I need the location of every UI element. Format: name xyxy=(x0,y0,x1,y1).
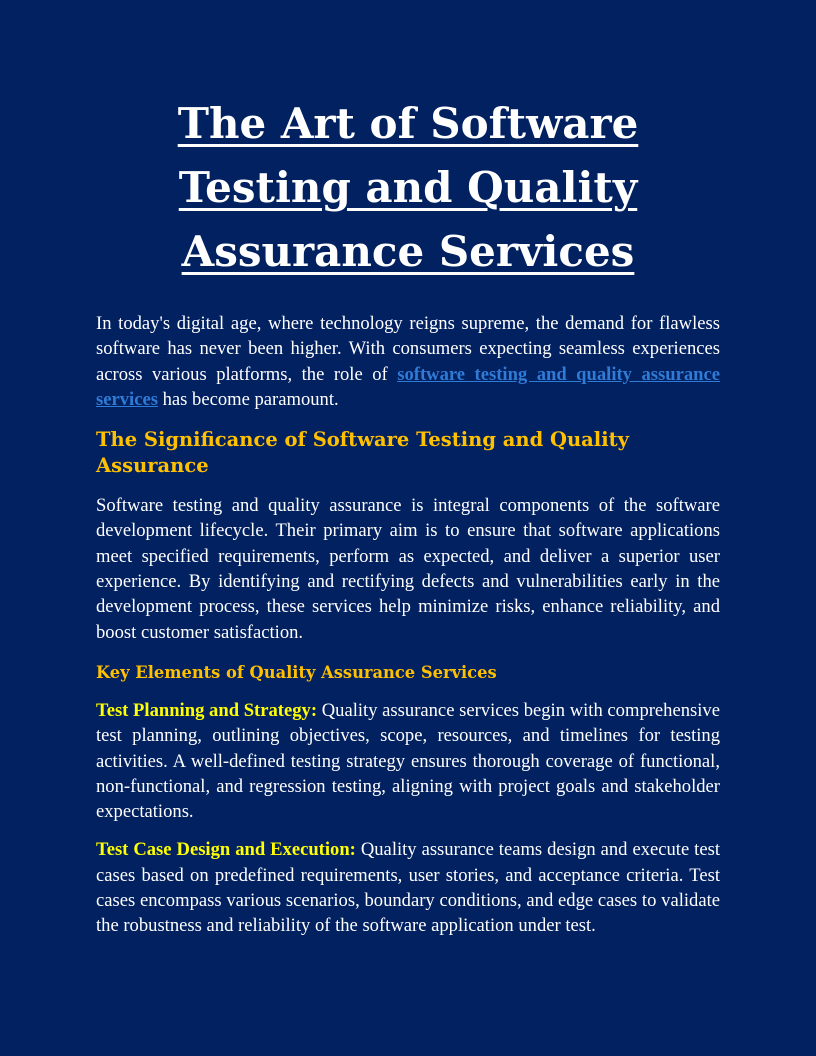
section-paragraph: Software testing and quality assurance is integral components of the software development lifecycle. Their primary aim is to ensure that software applications meet specified requirements, perform as expected, and deliver a superior user experience. By identifying and rectifying defects and vulnerabilities early in the development process, these services help minimize risks, enhance reliability, and boost customer satisfaction. xyxy=(96,495,720,643)
section-heading: The Significance of Software Testing and Quality Assurance xyxy=(96,428,629,478)
subsection-heading: Key Elements of Quality Assurance Services xyxy=(96,662,497,682)
key-element-item xyxy=(96,837,720,938)
intro-text-before-link: In today's digital age, where technology reigns supreme, the demand for flawless software has never been higher. With consumers expecting seamless experiences across various platforms, the role of xyxy=(96,313,720,385)
page-title: The Art of Software Testing and Quality Assurance Services xyxy=(177,99,639,276)
key-element-term: Test Planning and Strategy: xyxy=(96,699,318,721)
intro-paragraph xyxy=(96,311,720,412)
key-element-text: Quality assurance teams design and execute test cases based on predefined requirements, user stories, and acceptance criteria. Test cases encompass various scenarios, boundary conditions, and edge cases to validate the robustness and reliability of the software application under test. xyxy=(96,839,720,937)
services-link[interactable]: software testing and quality assurance services xyxy=(96,363,720,410)
key-element-text: Quality assurance services begin with comprehensive test planning, outlining objectives, scope, resources, and timelines for testing activities. A well-defined testing strategy ensures thorough coverage of functional, non-functional, and regression testing, aligning with project goals and stakeholder expectations. xyxy=(96,699,720,823)
intro-text-after-link: has become paramount. xyxy=(157,388,339,410)
key-element-term: Test Case Design and Execution: xyxy=(96,839,356,861)
key-element-item xyxy=(96,698,720,824)
